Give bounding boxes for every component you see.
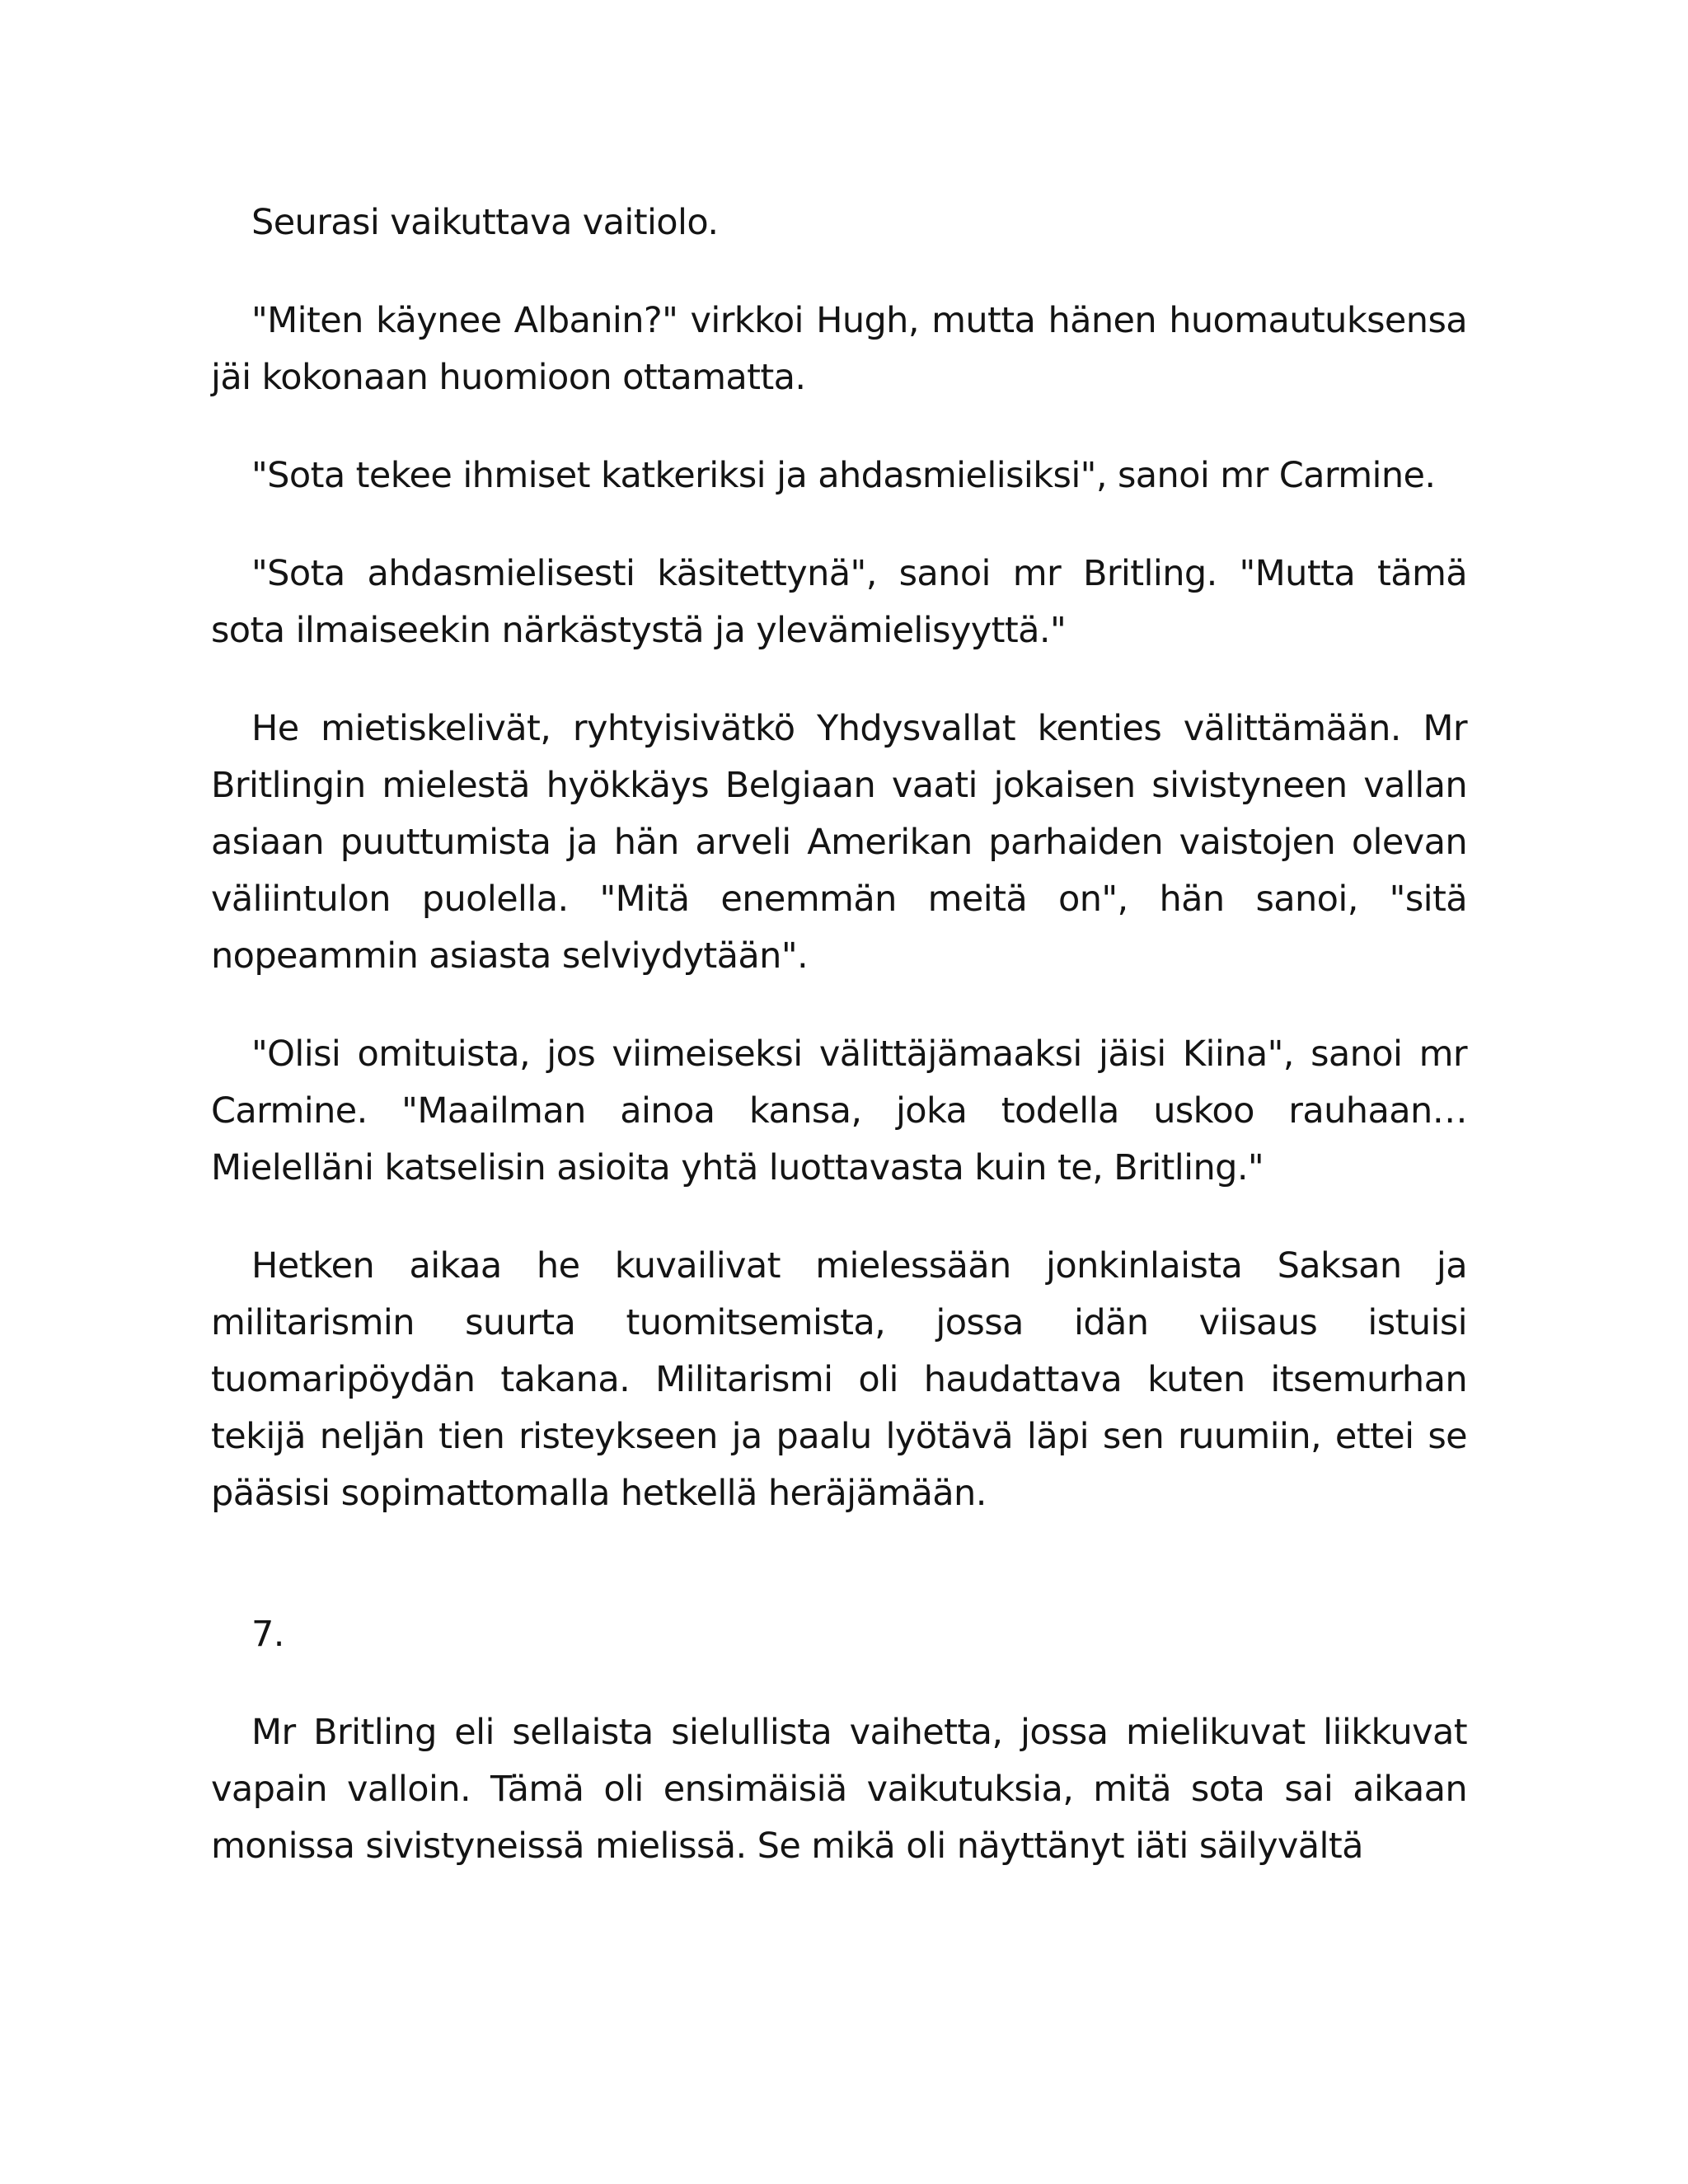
paragraph: "Miten käynee Albanin?" virkkoi Hugh, mutta hänen huomautuksensa jäi kokonaan huomioon ottamatta. bbox=[211, 300, 1467, 398]
paragraph: He mietiskelivät, ryhtyisivätkö Yhdysvallat kenties välittämään. Mr Britlingin mielestä hyökkäys Belgiaan vaati jokaisen sivistyneen vallan asiaan puuttumista ja hän arveli Amerikan parhaiden vaistojen olevan väliintulon puolella. "Mitä enemmän meitä on", hän sanoi, "sitä nopeammin asiasta selviydytään". bbox=[211, 708, 1467, 977]
document-body bbox=[211, 194, 1467, 1875]
section-heading: 7. bbox=[251, 1614, 284, 1655]
paragraph: "Sota tekee ihmiset katkeriksi ja ahdasmielisiksi", sanoi mr Carmine. bbox=[251, 455, 1436, 496]
paragraph: Hetken aikaa he kuvailivat mielessään jonkinlaista Saksan ja militarismin suurta tuomitsemista, jossa idän viisaus istuisi tuomaripöydän takana. Militarismi oli haudattava kuten itsemurhan tekijä neljän tien risteykseen ja paalu lyötävä läpi sen ruumiin, ettei se pääsisi sopimattomalla hetkellä heräjämään. bbox=[211, 1245, 1467, 1514]
paragraph: Seurasi vaikuttava vaitiolo. bbox=[251, 202, 719, 243]
paragraph: "Sota ahdasmielisesti käsitettynä", sanoi mr Britling. "Mutta tämä sota ilmaiseekin närkästystä ja ylevämielisyyttä." bbox=[211, 553, 1467, 651]
section-paragraph: Mr Britling eli sellaista sielullista vaihetta, jossa mielikuvat liikkuvat vapain valloin. Tämä oli ensimäisiä vaikutuksia, mitä sota sai aikaan monissa sivistyneissä mielissä. Se mikä oli näyttänyt iäti säilyvältä bbox=[211, 1712, 1467, 1867]
paragraph: "Olisi omituista, jos viimeiseksi välittäjämaaksi jäisi Kiina", sanoi mr Carmine. "Maailman ainoa kansa, joka todella uskoo rauhaan… Mielelläni katselisin asioita yhtä luottavasta kuin te, Britling." bbox=[211, 1033, 1467, 1188]
